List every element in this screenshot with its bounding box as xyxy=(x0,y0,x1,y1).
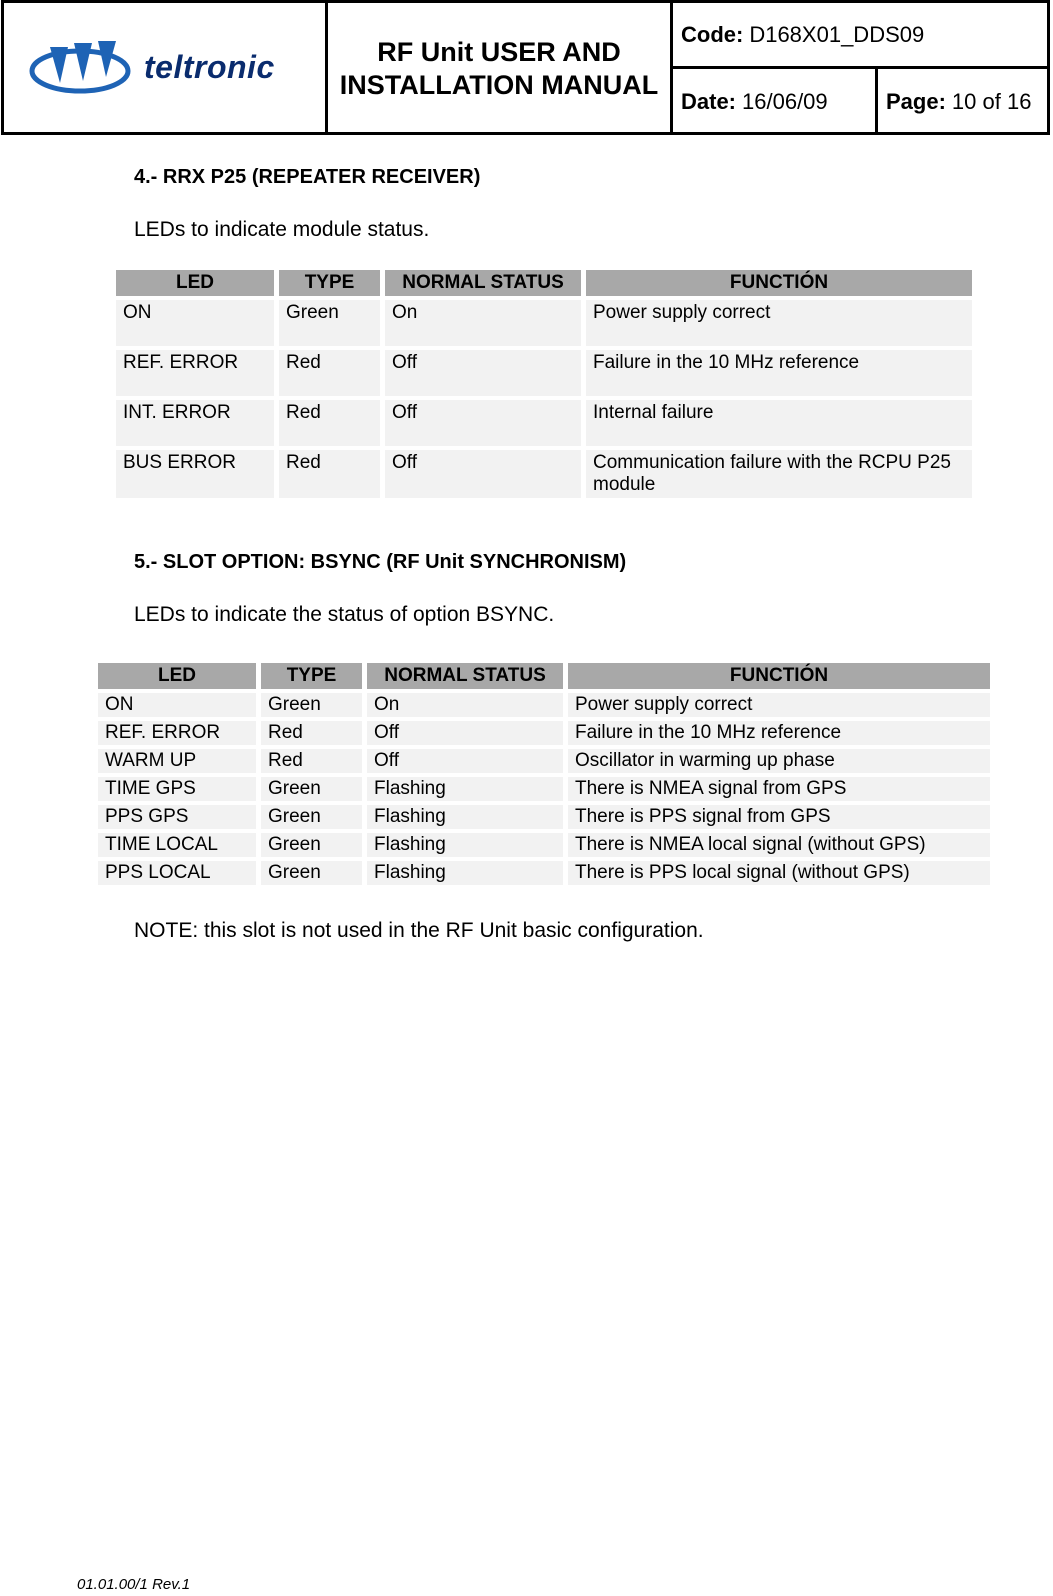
column-header: FUNCTIÓN xyxy=(586,270,972,296)
function-cell: Internal failure xyxy=(586,400,972,446)
status-cell: Off xyxy=(367,749,563,773)
section-5-note: NOTE: this slot is not used in the RF Unit basic configuration. xyxy=(134,919,704,942)
table-row xyxy=(116,400,972,446)
table-row xyxy=(98,861,990,885)
column-header: LED xyxy=(98,663,256,689)
column-header: TYPE xyxy=(261,663,362,689)
function-cell: Power supply correct xyxy=(568,693,990,717)
table-row xyxy=(116,450,972,498)
status-cell: Off xyxy=(385,350,581,396)
date-label: Date: xyxy=(681,89,737,114)
type-cell: Red xyxy=(279,350,380,396)
led-cell: ON xyxy=(98,693,256,717)
status-cell: Flashing xyxy=(367,861,563,885)
document-title: RF Unit USER AND INSTALLATION MANUAL xyxy=(328,3,673,135)
table-row xyxy=(98,777,990,801)
type-cell: Red xyxy=(261,749,362,773)
table-header-row xyxy=(116,270,972,296)
function-cell: There is NMEA local signal (without GPS) xyxy=(568,833,990,857)
led-cell: BUS ERROR xyxy=(116,450,274,498)
status-cell: On xyxy=(385,300,581,346)
type-cell: Green xyxy=(261,805,362,829)
function-cell: Oscillator in warming up phase xyxy=(568,749,990,773)
type-cell: Green xyxy=(261,833,362,857)
led-cell: INT. ERROR xyxy=(116,400,274,446)
status-cell: On xyxy=(367,693,563,717)
status-cell: Flashing xyxy=(367,805,563,829)
date-value: 16/06/09 xyxy=(742,89,828,114)
type-cell: Red xyxy=(279,450,380,498)
table-row xyxy=(98,749,990,773)
section-4-title: 4.- RRX P25 (REPEATER RECEIVER) xyxy=(134,166,481,188)
function-cell: Failure in the 10 MHz reference xyxy=(568,721,990,745)
function-cell: There is PPS signal from GPS xyxy=(568,805,990,829)
page-field xyxy=(878,69,1050,135)
led-cell: WARM UP xyxy=(98,749,256,773)
led-cell: PPS GPS xyxy=(98,805,256,829)
table-row xyxy=(116,350,972,396)
type-cell: Green xyxy=(261,777,362,801)
type-cell: Green xyxy=(261,861,362,885)
logo-cell xyxy=(4,3,328,135)
code-value: D168X01_DDS09 xyxy=(749,21,925,47)
column-header: NORMAL STATUS xyxy=(385,270,581,296)
date-field xyxy=(673,69,878,135)
function-cell: Power supply correct xyxy=(586,300,972,346)
table-header-row xyxy=(98,663,990,689)
bsync-led-table xyxy=(93,659,995,889)
section-5-intro: LEDs to indicate the status of option BSYNC. xyxy=(134,603,555,626)
function-cell: Failure in the 10 MHz reference xyxy=(586,350,972,396)
section-4-intro: LEDs to indicate module status. xyxy=(134,218,430,241)
status-cell: Flashing xyxy=(367,777,563,801)
led-cell: REF. ERROR xyxy=(98,721,256,745)
column-header: TYPE xyxy=(279,270,380,296)
revision-footer: 01.01.00/1 Rev.1 xyxy=(77,1576,191,1593)
status-cell: Off xyxy=(367,721,563,745)
led-cell: TIME LOCAL xyxy=(98,833,256,857)
page-value: 10 of 16 xyxy=(951,89,1032,114)
document-header xyxy=(1,0,1050,135)
teltronic-waves-icon xyxy=(28,37,136,97)
column-header: LED xyxy=(116,270,274,296)
column-header: NORMAL STATUS xyxy=(367,663,563,689)
code-label: Code: xyxy=(681,21,744,47)
led-cell: REF. ERROR xyxy=(116,350,274,396)
led-cell: TIME GPS xyxy=(98,777,256,801)
rrx-led-table xyxy=(111,266,977,502)
table-row xyxy=(98,833,990,857)
table-row xyxy=(116,300,972,346)
column-header: FUNCTIÓN xyxy=(568,663,990,689)
status-cell: Flashing xyxy=(367,833,563,857)
led-cell: ON xyxy=(116,300,274,346)
led-cell: PPS LOCAL xyxy=(98,861,256,885)
status-cell: Off xyxy=(385,400,581,446)
function-cell: Communication failure with the RCPU P25 module xyxy=(586,450,972,498)
logo-text: teltronic xyxy=(144,48,275,85)
code-field xyxy=(673,3,1050,69)
function-cell: There is NMEA signal from GPS xyxy=(568,777,990,801)
teltronic-logo xyxy=(28,37,275,97)
status-cell: Off xyxy=(385,450,581,498)
table-row xyxy=(98,721,990,745)
type-cell: Green xyxy=(261,693,362,717)
type-cell: Red xyxy=(279,400,380,446)
page-label: Page: xyxy=(886,89,946,114)
type-cell: Green xyxy=(279,300,380,346)
section-5-title: 5.- SLOT OPTION: BSYNC (RF Unit SYNCHRONISM) xyxy=(134,551,627,573)
type-cell: Red xyxy=(261,721,362,745)
table-row xyxy=(98,805,990,829)
table-row xyxy=(98,693,990,717)
function-cell: There is PPS local signal (without GPS) xyxy=(568,861,990,885)
